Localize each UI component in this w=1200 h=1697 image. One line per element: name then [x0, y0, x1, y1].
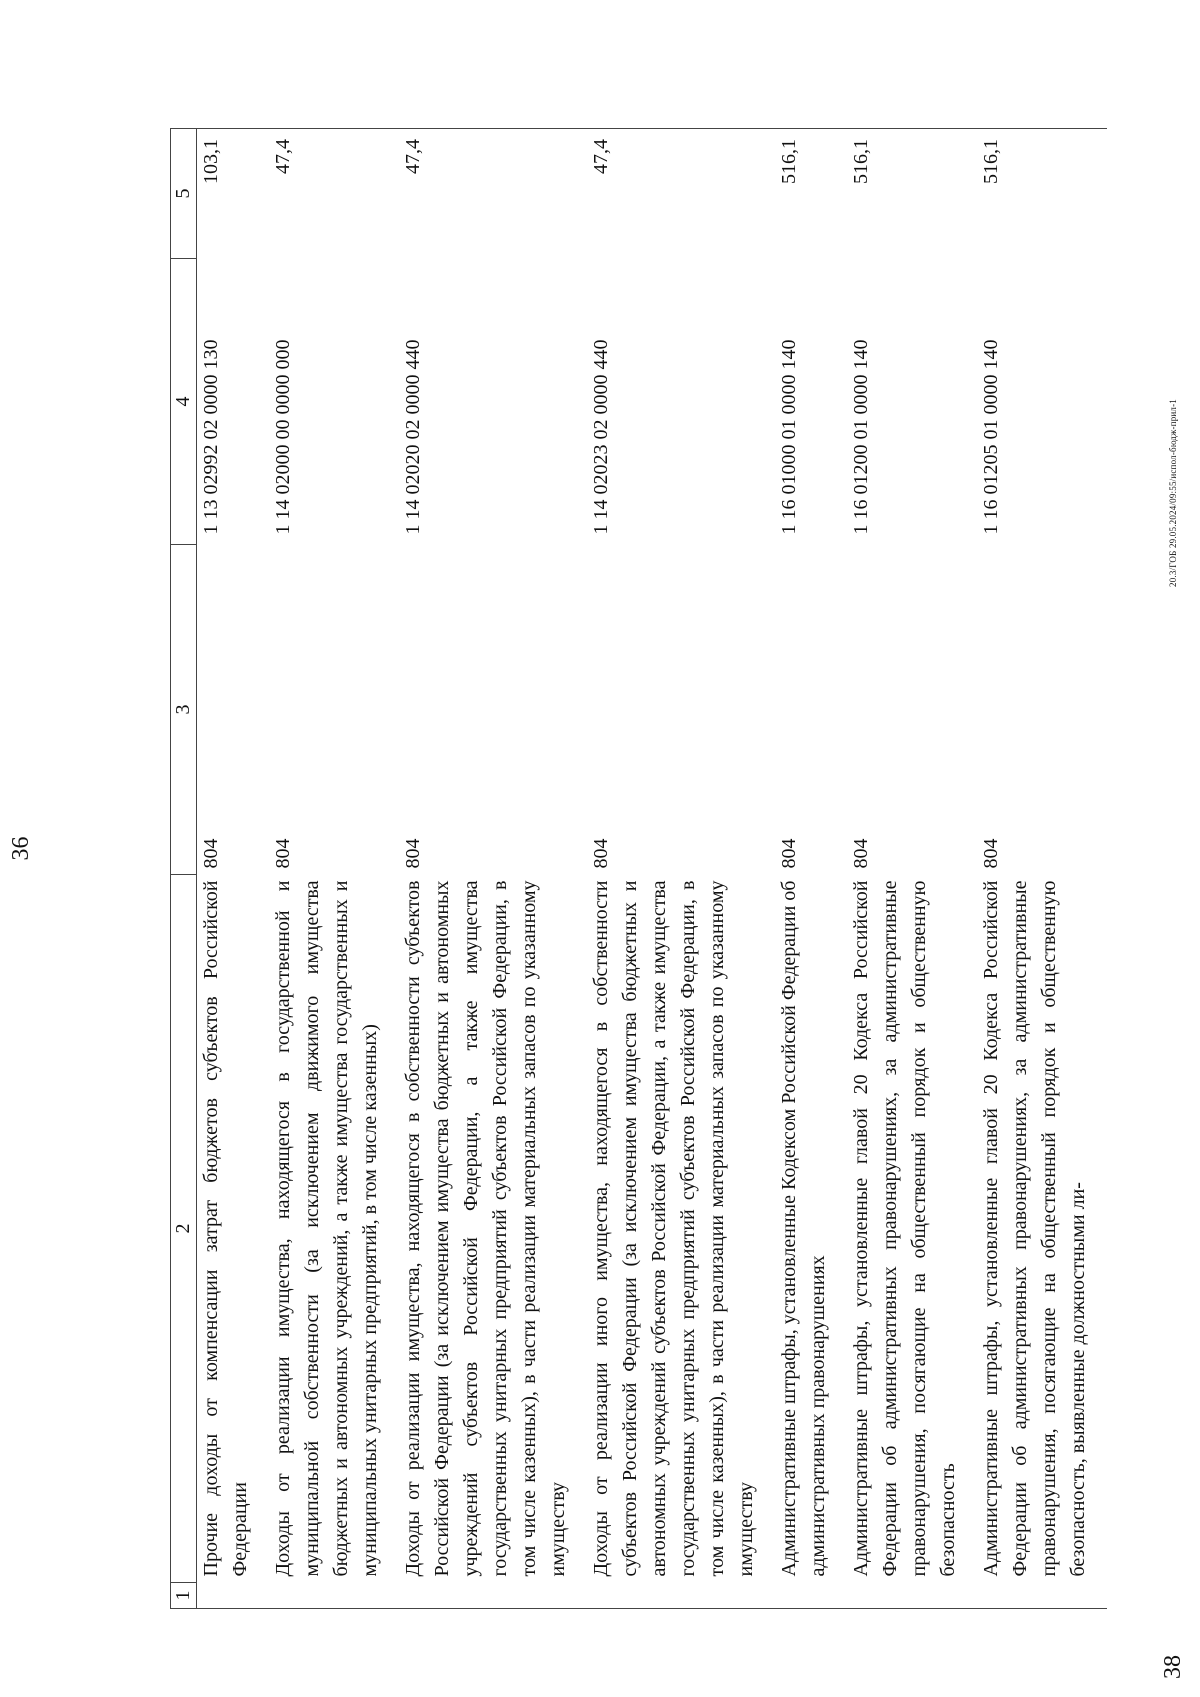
table-cell-c2: Доходы от реализации иного имущества, находящегося в собственности субъектов Российской Федерации (за исключением имущества бюджетных и автономных учреждений субъектов Российской Федерации, а также имущества государственных унитарных предприятий субъектов Российской Федерации, в том числе казенных), в части реализации материальных запасов по указанному имуществу: [590, 880, 757, 1577]
header-col-5: 5: [171, 129, 197, 259]
table-cell-c1: [847, 1583, 977, 1609]
table-cell-c3: 804: [272, 838, 294, 869]
table-cell-c5: 47,4: [587, 129, 775, 259]
table-cell-c2: Доходы от реализации имущества, находящегося в государственной и муниципальной собственности (за исключением движимого имущества бюджетных и автономных учреждений, а также имущества государственных и муниципальных унитарных предприятий, в том числе казенных): [272, 880, 381, 1577]
table-cell-c5: 516,1: [977, 129, 1107, 259]
table-cell-c3: 804: [590, 838, 612, 869]
table-cell-c1: [977, 1583, 1107, 1609]
table-cell-c1: [197, 1583, 270, 1609]
table-cell-c2: Административные штрафы, установленные главой 20 Кодекса Российской Федерации об административных правонарушениях, за административные правонарушения, посягающие на общественный порядок и общественную безопасность, выявленные должностными ли-: [980, 880, 1089, 1577]
table-cell-c1: [269, 1583, 399, 1609]
table-cell-c4: 1 14 02000 00 0000 000: [272, 339, 294, 535]
table-cell-c2: Прочие доходы от компенсации затрат бюджетов субъектов Российской Федерации: [200, 880, 251, 1577]
table-row: [977, 129, 1107, 1609]
table-cell-c2: Доходы от реализации имущества, находящегося в собственности субъектов Российской Федерации (за исключением имущества бюджетных и автономных учреждений субъектов Российской Федерации, а также имущества государственных унитарных предприятий субъектов Российской Федерации, в том числе казенных), в части реализации материальных запасов по указанному имуществу: [402, 880, 569, 1577]
table-cell-c3: 804: [200, 838, 222, 869]
table-cell-c3: 804: [980, 838, 1002, 869]
table-cell-c2: Административные штрафы, установленные Кодексом Российской Федерации об административных правонарушениях: [778, 880, 829, 1577]
table-cell-c3: 804: [402, 838, 424, 869]
table-cell-c2: Административные штрафы, установленные главой 20 Кодекса Российской Федерации об административных правонарушениях, за административные правонарушения, посягающие на общественный порядок и общественную безопасность: [850, 880, 959, 1577]
table-row: [587, 129, 775, 1609]
header-col-3: 3: [171, 545, 197, 875]
table-cell-c3: 804: [850, 838, 872, 869]
table-cell-c5: 103,1: [197, 129, 270, 259]
table-row: [847, 129, 977, 1609]
table-row: [399, 129, 587, 1609]
table-cell-c5: 47,4: [269, 129, 399, 259]
table-cell-c4: 1 13 02992 02 0000 130: [200, 339, 222, 535]
header-col-1: 1: [171, 1583, 197, 1609]
budget-income-table: [170, 128, 1107, 1609]
footer-stamp: 20.3/ГОБ 29.05.2024/09:55/испол-бюдж-прил-1: [1168, 398, 1178, 587]
table-cell-c1: [399, 1583, 587, 1609]
table-body: [197, 129, 1108, 1609]
table-row: [197, 129, 270, 1609]
table-cell-c1: [587, 1583, 775, 1609]
table-cell-c3: 804: [778, 838, 800, 869]
table-cell-c5: 47,4: [399, 129, 587, 259]
table-cell-c4: 1 14 02023 02 0000 440: [590, 339, 612, 535]
sheet-number: 38: [1160, 1655, 1186, 1679]
table-row: [269, 129, 399, 1609]
page-number: 36: [8, 836, 34, 861]
table-cell-c5: 516,1: [775, 129, 847, 259]
header-col-2: 2: [171, 875, 197, 1583]
table-cell-c4: 1 14 02020 02 0000 440: [402, 339, 424, 535]
table-cell-c1: [775, 1583, 847, 1609]
header-col-4: 4: [171, 259, 197, 545]
table-cell-c4: 1 16 01200 01 0000 140: [850, 339, 872, 535]
table-header-row: [171, 129, 197, 1609]
table-cell-c4: 1 16 01205 01 0000 140: [980, 339, 1002, 535]
table-row: [775, 129, 847, 1609]
table-cell-c4: 1 16 01000 01 0000 140: [778, 339, 800, 535]
table-cell-c5: 516,1: [847, 129, 977, 259]
